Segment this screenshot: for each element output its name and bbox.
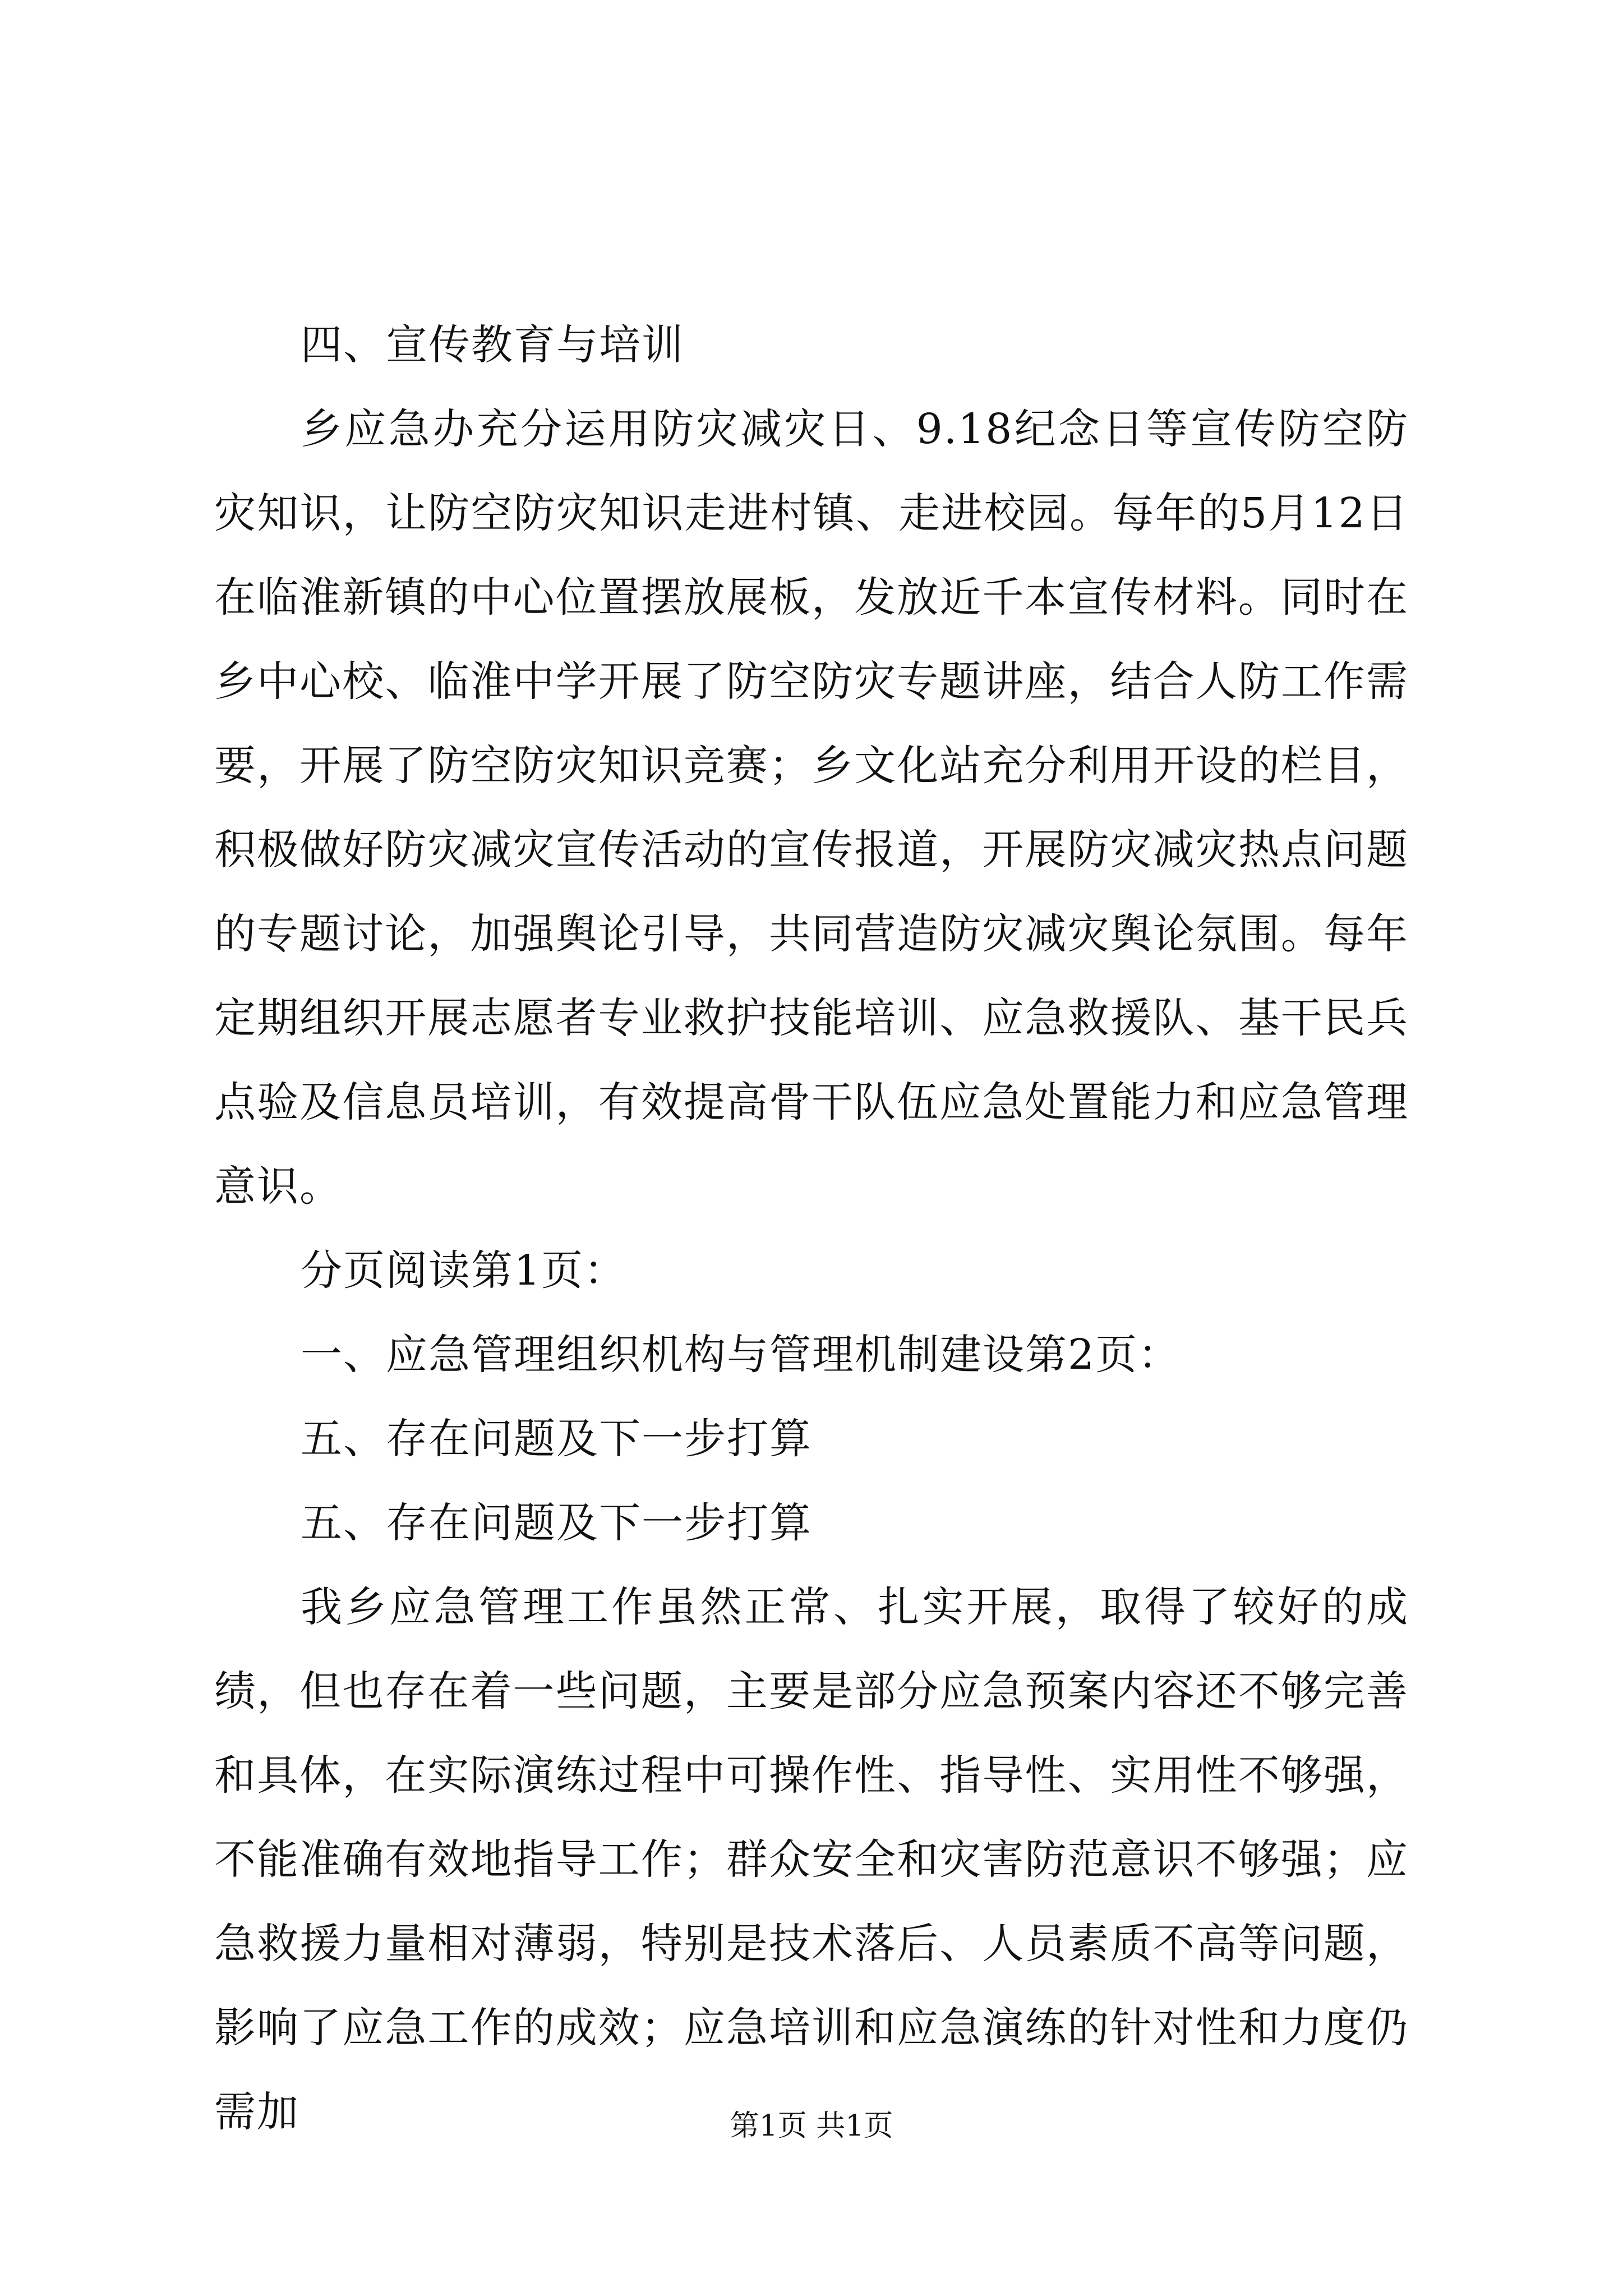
- pagination-note: 一、应急管理组织机构与管理机制建设第2页：: [301, 1331, 1181, 1379]
- body-paragraph: 乡应急办充分运用防灾减灾日、9.18纪念日等宣传防空防灾知识，让防空防灾知识走进村镇、走进校园。每年的5月12日在临淮新镇的中心位置摆放展板，发放近千本宣传材料。同时在乡中心校、临淮中学开展了防空防灾专题讲座，结合人防工作需要，开展了防空防灾知识竞赛；乡文化站充分利用开设的栏目，积极做好防灾减灾宣传活动的宣传报道，开展防灾减灾热点问题的专题讨论，加强舆论引导，共同营造防灾减灾舆论氛围。每年定期组织开展志愿者专业救护技能培训、应急救援队、基干民兵点验及信息员培训，有效提高骨干队伍应急处置能力和应急管理意识。: [214, 405, 1409, 1211]
- pagination-note: 分页阅读第1页：: [301, 1246, 627, 1295]
- document-body: [214, 303, 1409, 2154]
- section-heading: 五、存在问题及下一步打算: [301, 1415, 812, 1463]
- section-heading: 五、存在问题及下一步打算: [301, 1499, 812, 1547]
- page-footer: 第1页 共1页: [730, 2109, 893, 2143]
- body-paragraph: 我乡应急管理工作虽然正常、扎实开展，取得了较好的成绩，但也存在着一些问题，主要是部分应急预案内容还不够完善和具体，在实际演练过程中可操作性、指导性、实用性不够强，不能准确有效地指导工作；群众安全和灾害防范意识不够强；应急救援力量相对薄弱，特别是技术落后、人员素质不高等问题，影响了应急工作的成效；应急培训和应急演练的针对性和力度仍需加: [214, 1583, 1409, 2136]
- section-heading: 四、宣传教育与培训: [301, 321, 684, 369]
